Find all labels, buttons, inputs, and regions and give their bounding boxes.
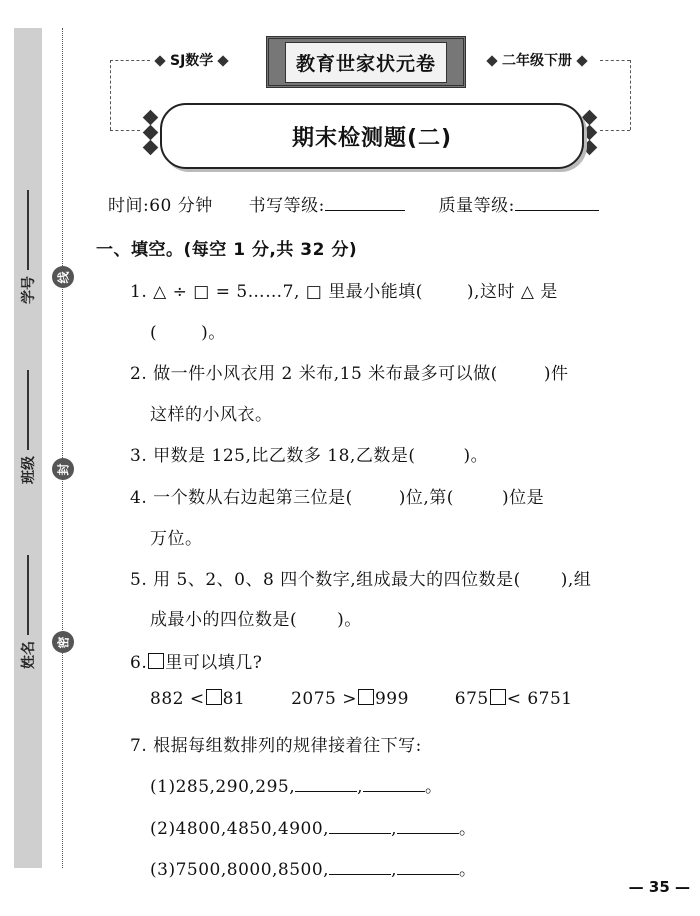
exam-title-box (160, 103, 584, 169)
question-5-cont: 成最小的四位数是( )。 (150, 610, 362, 630)
answer-blank[interactable] (397, 832, 459, 834)
question-4-cont: 万位。 (150, 529, 203, 549)
question-2-cont: 这样的小风衣。 (150, 405, 273, 425)
square-blank[interactable] (206, 689, 222, 705)
grade-tag: 二年级下册 (482, 50, 592, 70)
header-dash-right-b (600, 130, 630, 131)
diamond-icon (143, 110, 159, 126)
class-label: 班级 (21, 456, 37, 484)
square-blank[interactable] (148, 653, 164, 669)
writing-grade-label: 书写等级: (248, 196, 325, 216)
name-label: 姓名 (21, 641, 37, 669)
answer-blank[interactable] (397, 873, 459, 875)
student-id-label: 学号 (21, 276, 37, 304)
page-number: — 35 — (628, 878, 690, 896)
class-field (14, 370, 42, 490)
diamond-icon (143, 125, 159, 141)
name-field (14, 555, 42, 675)
answer-blank[interactable] (363, 790, 425, 792)
header-dash-right-v (630, 60, 631, 130)
question-7: 7. 根据每组数排列的规律接着往下写: (130, 736, 422, 756)
square-blank[interactable] (490, 689, 506, 705)
cut-line (62, 28, 63, 868)
header-dash-right (600, 60, 630, 61)
series-banner-text: 教育世家状元卷 (285, 42, 447, 83)
header-dash-left-b (110, 130, 140, 131)
question-5: 5. 用 5、2、0、8 四个数字,组成最大的四位数是( ),组 (130, 570, 592, 590)
question-7-3: (3)7500,8000,8500, , 。 (150, 860, 477, 880)
quality-grade-blank[interactable] (515, 209, 599, 211)
question-1: 1. △ ÷ □ = 5……7, □ 里最小能填( ),这时 △ 是 (130, 282, 558, 302)
diamond-icon (582, 110, 598, 126)
info-row (108, 191, 599, 216)
diamond-icon (582, 125, 598, 141)
seal-line: 线 (52, 266, 74, 288)
writing-grade-blank[interactable] (325, 209, 405, 211)
question-7-2: (2)4800,4850,4900, , 。 (150, 819, 477, 839)
question-1-cont: ( )。 (150, 323, 226, 343)
question-6: 6. 里可以填几? (130, 653, 263, 673)
square-blank[interactable] (358, 689, 374, 705)
header-dash-left (110, 60, 150, 61)
quality-grade-label: 质量等级: (438, 196, 515, 216)
question-2: 2. 做一件小风衣用 2 米布,15 米布最多可以做( )件 (130, 364, 569, 384)
series-banner (266, 36, 466, 88)
exam-title: 期末检测题(二) (291, 125, 453, 151)
subject-tag: SJ数学 (150, 50, 233, 70)
answer-blank[interactable] (329, 832, 391, 834)
time-limit: 时间:60 分钟 (108, 196, 213, 216)
question-7-1: (1)285,290,295, , 。 (150, 777, 443, 797)
seal-seal: 封 (52, 458, 74, 480)
answer-blank[interactable] (295, 790, 357, 792)
student-id-field (14, 190, 42, 310)
diamond-icon (143, 140, 159, 156)
question-6-items: 882 < 81 2075 > 999 675 < 6751 (150, 689, 573, 709)
diamond-icon (582, 140, 598, 156)
header-dash-left-v (110, 60, 111, 130)
seal-secret: 密 (52, 631, 74, 653)
question-3: 3. 甲数是 125,比乙数多 18,乙数是( )。 (130, 446, 489, 466)
question-4: 4. 一个数从右边起第三位是( )位,第( )位是 (130, 488, 545, 508)
section-heading: 一、填空。(每空 1 分,共 32 分) (96, 240, 358, 260)
answer-blank[interactable] (329, 873, 391, 875)
